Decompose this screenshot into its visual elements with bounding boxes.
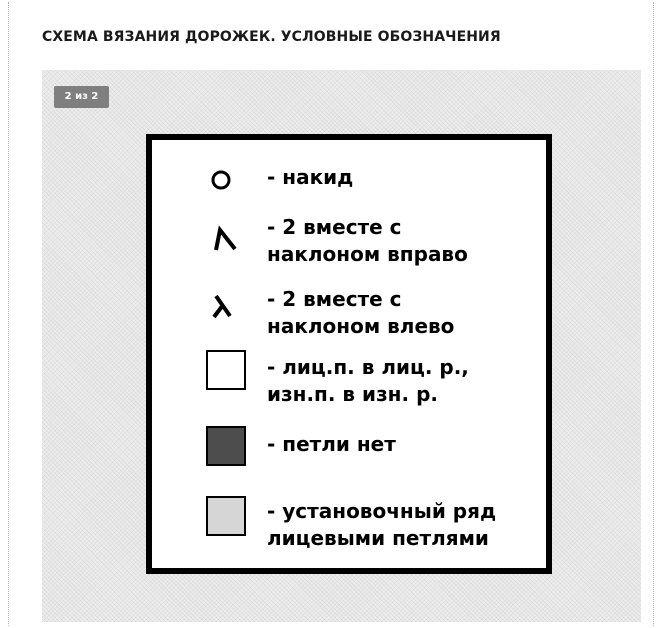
dark-square-icon: [206, 426, 246, 466]
legend-label-knit-purl: - лиц.п. в лиц. р., изн.п. в изн. р.: [267, 355, 469, 406]
legend-label-no-stitch: - петли нет: [267, 432, 396, 456]
right-decrease-icon: [208, 224, 238, 254]
legend-label-right-decrease: - 2 вместе с наклоном вправо: [267, 215, 468, 266]
legend-label-left-decrease: - 2 вместе с наклоном влево: [267, 287, 455, 338]
legend-image: [146, 134, 552, 574]
left-decrease-icon: [208, 290, 238, 320]
page-title: СХЕМА ВЯЗАНИЯ ДОРОЖЕК. УСЛОВНЫЕ ОБОЗНАЧЕНИЯ: [42, 29, 501, 45]
legend-label-setup-row: - установочный ряд лицевыми петлями: [267, 499, 497, 550]
image-gallery[interactable]: [42, 70, 641, 622]
circle-icon: [208, 166, 234, 192]
legend-label-yarn-over: - накид: [267, 165, 354, 189]
white-square-icon: [206, 350, 246, 390]
slide-counter-badge: 2 из 2: [54, 86, 109, 108]
light-square-icon: [206, 496, 246, 536]
